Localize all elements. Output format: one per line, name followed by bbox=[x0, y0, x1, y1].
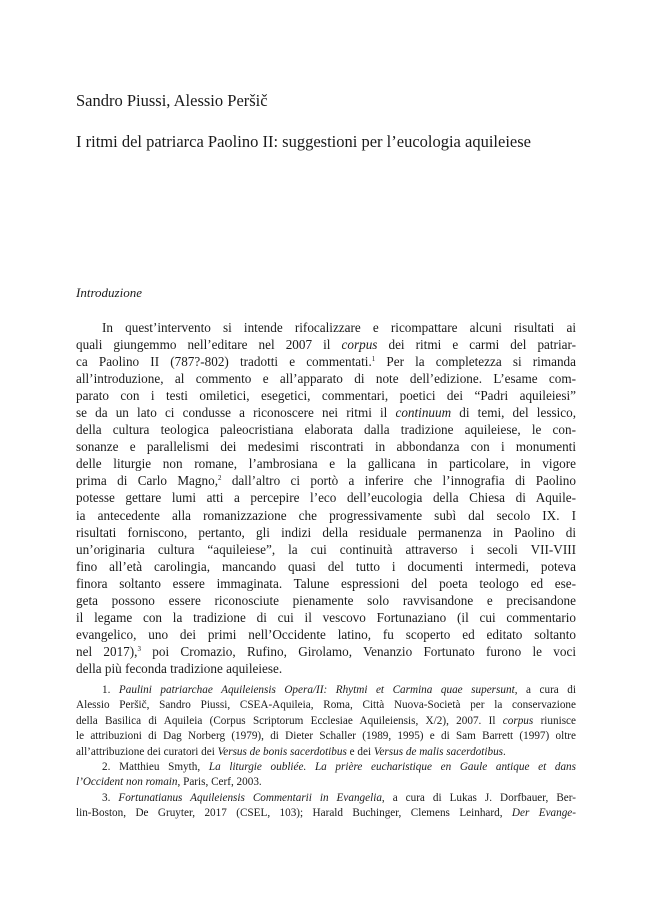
body-line: prima di Carlo Magno,$^2$ dall’altro ci portò a inferire che l’innografia di Paolino bbox=[76, 473, 576, 489]
italic-text: continuum bbox=[395, 405, 452, 421]
italic-text: Der Evange- bbox=[511, 807, 577, 820]
body-line: geta possono essere riconosciute pienamente solo ravvisandone e precisandone bbox=[76, 592, 576, 608]
italic-text: corpus bbox=[341, 337, 378, 353]
italic-text: l’Occident non romain bbox=[76, 776, 178, 789]
footnote-line: l’Occident non romain, Paris, Cerf, 2003. bbox=[76, 776, 262, 789]
footnote-line: della Basilica di Aquileia (Corpus Scriptorum Ecclesiae Aquileiensis, X/2), 2007. Il corpus riunisce bbox=[76, 714, 576, 727]
body-line: quali giungemmo nell’editare nel 2007 il corpus dei ritmi e carmi del patriar- bbox=[76, 337, 576, 353]
footnote-line: Alessio Peršič, Sandro Piussi, CSEA-Aquileia, Roma, Città Nuova-Società per la conservazione bbox=[76, 699, 576, 712]
body-line: nel 2017),$^3$ poi Cromazio, Rufino, Girolamo, Venanzio Fortunato furono le voci bbox=[76, 643, 576, 659]
footnote-marker: 2 bbox=[218, 474, 222, 483]
body-line: all’introduzione, al commento e all’apparato di note dell’edizione. L’esame com- bbox=[76, 371, 576, 387]
body-line: risultati forniscono, pertanto, gli indizi della residuale permanenza in Paolino di bbox=[76, 524, 576, 540]
authors: Sandro Piussi, Alessio Peršič bbox=[76, 91, 268, 110]
body-line: parato con i testi omiletici, esegetici, commentari, poetici dei “Padri aquileiesi” bbox=[76, 388, 576, 404]
body-line: il legame con la tradizione di cui il vescovo Fortunaziano (il cui commentario bbox=[76, 609, 576, 625]
italic-text: Versus de malis sacerdotibus bbox=[373, 745, 504, 758]
footnote-marker: 1 bbox=[371, 355, 376, 364]
section-heading: Introduzione bbox=[76, 285, 142, 300]
body-line: finora soltanto essere immaginata. Talune espressioni del poeta teologo ed ese- bbox=[76, 575, 576, 591]
body-line: ca Paolino II (787?-802) tradotti e commentati.$^1$ Per la completezza si rimanda bbox=[76, 354, 576, 370]
body-text bbox=[76, 319, 576, 677]
footnote-marker: 3 bbox=[137, 644, 141, 653]
body-line: In quest’intervento si intende rifocalizzare e ricompattare alcuni risultati ai bbox=[102, 320, 576, 335]
body-line: delle liturgie non romane, l’ambrosiana e la gallicana in particolare, in vigore bbox=[76, 456, 576, 472]
italic-text: Versus de bonis sacerdotibus bbox=[217, 745, 347, 758]
italic-text: Fortunatianus Aquileiensis Commentarii in Evangelia bbox=[118, 791, 382, 804]
footnote-line: 1. Paulini patriarchae Aquileiensis Opera/II: Rhytmi et Carmina quae supersunt, a cura di bbox=[102, 684, 576, 696]
italic-text: La liturgie oubliée. La prière eucharistique en Gaule antique et dans bbox=[208, 760, 576, 773]
body-line: fino all’età carolingia, mancando quasi del tutto i documenti intermedi, poteva bbox=[76, 558, 576, 574]
body-line: potesse gettare lumi atti a percepire l’eco dell’eucologia della Chiesa di Aquile- bbox=[76, 490, 576, 506]
footnote-line: 3. Fortunatianus Aquileiensis Commentarii in Evangelia, a cura di Lukas J. Dorfbauer, Ber- bbox=[102, 791, 576, 804]
body-line: ia antecedente alla romanizzazione che progressivamente subì dal secolo IX. I bbox=[76, 507, 576, 523]
article-title: I ritmi del patriarca Paolino II: suggestioni per l’eucologia aquileiese bbox=[76, 132, 531, 151]
footnote-line: 2. Matthieu Smyth, La liturgie oubliée. La prière eucharistique en Gaule antique et dans bbox=[102, 760, 576, 773]
body-line: evangelico, uno dei primi nell’Occidente latino, fu scoperto ed editato soltanto bbox=[76, 626, 576, 642]
body-line: della più feconda tradizione aquileiese. bbox=[76, 660, 283, 676]
footnote-line: le attribuzioni di Dag Norberg (1979), di Dieter Schaller (1989, 1995) e di Sam Barrett (1997) oltre bbox=[76, 730, 576, 743]
italic-text: corpus bbox=[502, 714, 534, 727]
italic-text: Paulini patriarchae Aquileiensis Opera/II: Rhytmi et Carmina quae supersunt bbox=[118, 684, 515, 696]
body-line: un’originaria cultura “aquileiese”, la cui continuità attraverso i secoli VII-VIII bbox=[76, 541, 576, 557]
footnote-line: lin-Boston, De Gruyter, 2017 (CSEL, 103); Harald Buchinger, Clemens Leinhard, Der Evange- bbox=[76, 807, 577, 820]
body-line: sonanze e parallelismi dei medesimi riscontrati in abbondanza con i monumenti bbox=[76, 439, 576, 455]
body-line: della cultura teologica paleocristiana elaborata dalla tradizione aquileiese, le con- bbox=[76, 422, 576, 438]
footnotes bbox=[76, 683, 576, 822]
body-line: se da un lato ci condusse a riconoscere nei ritmi il continuum di temi, del lessico, bbox=[76, 405, 576, 421]
footnote-line: all’attribuzione dei curatori dei Versus de bonis sacerdotibus e dei Versus de malis sacerdotibus. bbox=[76, 745, 506, 758]
